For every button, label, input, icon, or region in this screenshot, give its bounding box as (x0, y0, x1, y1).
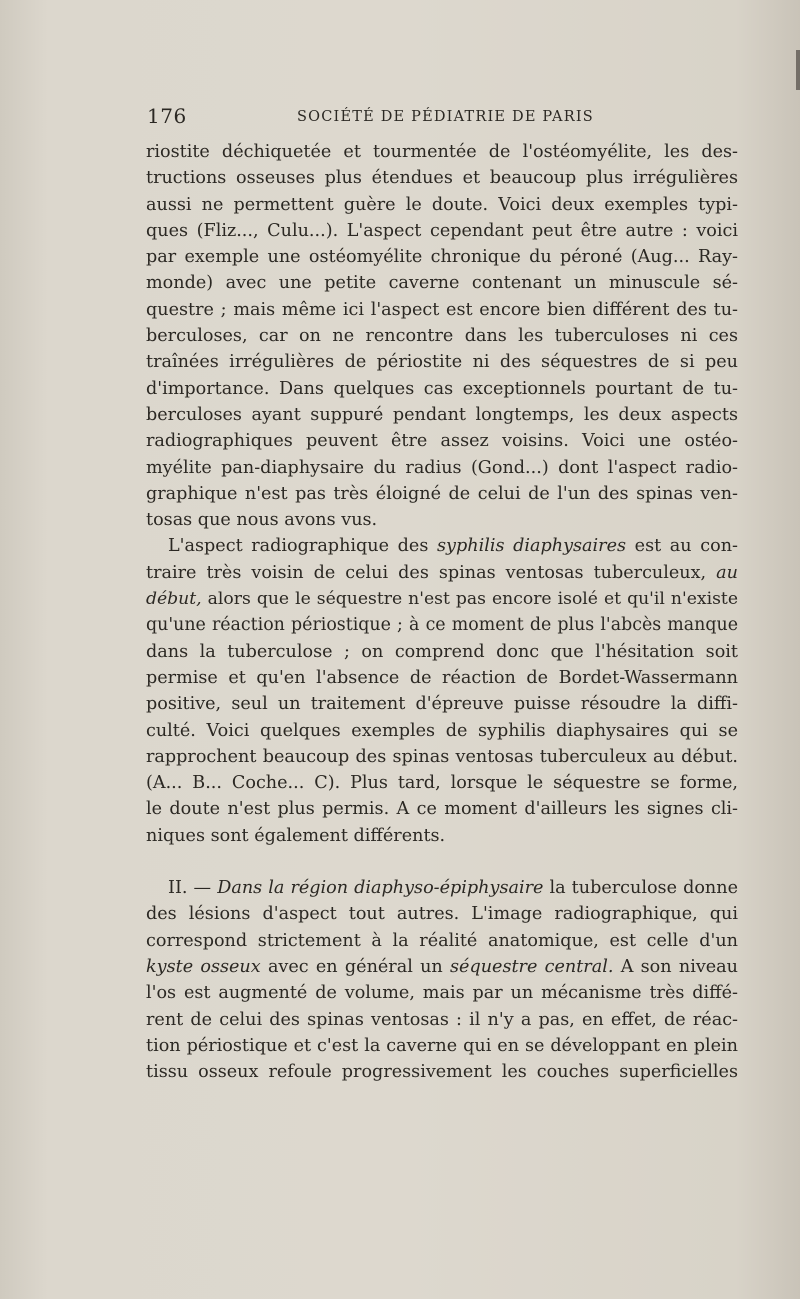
paragraph-2 (146, 533, 738, 849)
italic-run: début, (146, 589, 202, 610)
paragraph-3 (146, 875, 738, 1085)
text-line: radiographiques peuvent être assez voisins. Voici une ostéo- (146, 431, 738, 452)
page-edge-mark (796, 50, 800, 90)
text-line: niques sont également différents. (146, 825, 446, 846)
text-run: II. — (168, 878, 218, 899)
text-line: (A... B... Coche... C). Plus tard, lorsque le séquestre se forme, (146, 773, 738, 794)
text-line: tructions osseuses plus étendues et beaucoup plus irrégulières (146, 168, 738, 189)
italic-run: au (716, 562, 738, 583)
body-text (146, 139, 738, 1085)
paragraph-spacer (146, 849, 738, 875)
text-line: des lésions d'aspect tout autres. L'image radiographique, qui (146, 904, 738, 925)
text-run: A son niveau (613, 956, 738, 977)
text-line: permise et qu'en l'absence de réaction de Bordet-Wassermann (146, 667, 738, 688)
text-line: le doute n'est plus permis. A ce moment d'ailleurs les signes cli- (146, 799, 738, 820)
text-run: avec en général un (260, 956, 451, 977)
italic-run: séquestre central. (450, 956, 614, 977)
text-line: berculoses ayant suppuré pendant longtemps, les deux aspects (146, 404, 738, 425)
text-line: qu'une réaction périostique ; à ce moment de plus l'abcès manque (146, 615, 738, 636)
text-line (146, 533, 738, 559)
text-line: rent de celui des spinas ventosas : il n'y a pas, en effet, de réac- (146, 1009, 738, 1030)
text-run: L'aspect radiographique des (168, 536, 438, 557)
text-run: la tuberculose donne (543, 878, 738, 899)
paragraph-1 (146, 139, 738, 533)
text-line: traînées irrégulières de périostite ni des séquestres de si peu (146, 352, 738, 373)
text-line: tion périostique et c'est la caverne qui en se développant en plein (146, 1035, 738, 1056)
text-run: est au con- (626, 536, 738, 557)
text-line: riostite déchiquetée et tourmentée de l'ostéomyélite, les des- (146, 142, 738, 162)
text-line: berculoses, car on ne rencontre dans les tuberculoses ni ces (146, 326, 738, 347)
text-line (146, 954, 738, 980)
text-run: alors que le séquestre n'est pas encore isolé et qu'il n'existe (201, 589, 738, 610)
text-line: questre ; mais même ici l'aspect est encore bien différent des tu- (146, 299, 738, 320)
page-number: 176 (147, 104, 187, 128)
italic-run: syphilis diaphysaires (437, 536, 627, 557)
text-line: aussi ne permettent guère le doute. Voici deux exemples typi- (146, 194, 738, 215)
page-header (147, 100, 737, 130)
text-line: monde) avec une petite caverne contenant un minuscule sé- (146, 273, 738, 294)
text-line: l'os est augmenté de volume, mais par un mécanisme très diffé- (146, 983, 738, 1004)
text-line: ques (Fliz..., Culu...). L'aspect cependant peut être autre : voici (146, 220, 738, 241)
text-run: traire très voisin de celui des spinas ventosas tuberculeux, (146, 562, 717, 583)
text-line: dans la tuberculose ; on comprend donc que l'hésitation soit (146, 641, 738, 662)
text-line: tosas que nous avons vus. (146, 510, 378, 531)
text-line: rapprochent beaucoup des spinas ventosas tuberculeux au début. (146, 746, 738, 767)
text-line: tissu osseux refoule progressivement les couches superficielles (146, 1062, 738, 1083)
text-line: par exemple une ostéomyélite chronique du péroné (Aug... Ray- (146, 247, 738, 268)
text-line: graphique n'est pas très éloigné de celui de l'un des spinas ven- (146, 483, 738, 504)
text-line (146, 875, 738, 901)
text-line (146, 586, 738, 612)
text-line: positive, seul un traitement d'épreuve puisse résoudre la diffi- (146, 694, 738, 715)
running-head: SOCIÉTÉ DE PÉDIATRIE DE PARIS (297, 109, 594, 125)
text-line: myélite pan-diaphysaire du radius (Gond...) dont l'aspect radio- (146, 457, 738, 478)
text-line (146, 560, 738, 586)
text-line: d'importance. Dans quelques cas exceptionnels pourtant de tu- (146, 378, 738, 399)
text-line: culté. Voici quelques exemples de syphilis diaphysaires qui se (146, 720, 738, 741)
text-line: correspond strictement à la réalité anatomique, est celle d'un (146, 930, 738, 951)
italic-run: kyste osseux (146, 956, 261, 977)
italic-run: Dans la région diaphyso-épiphysaire (217, 878, 544, 899)
